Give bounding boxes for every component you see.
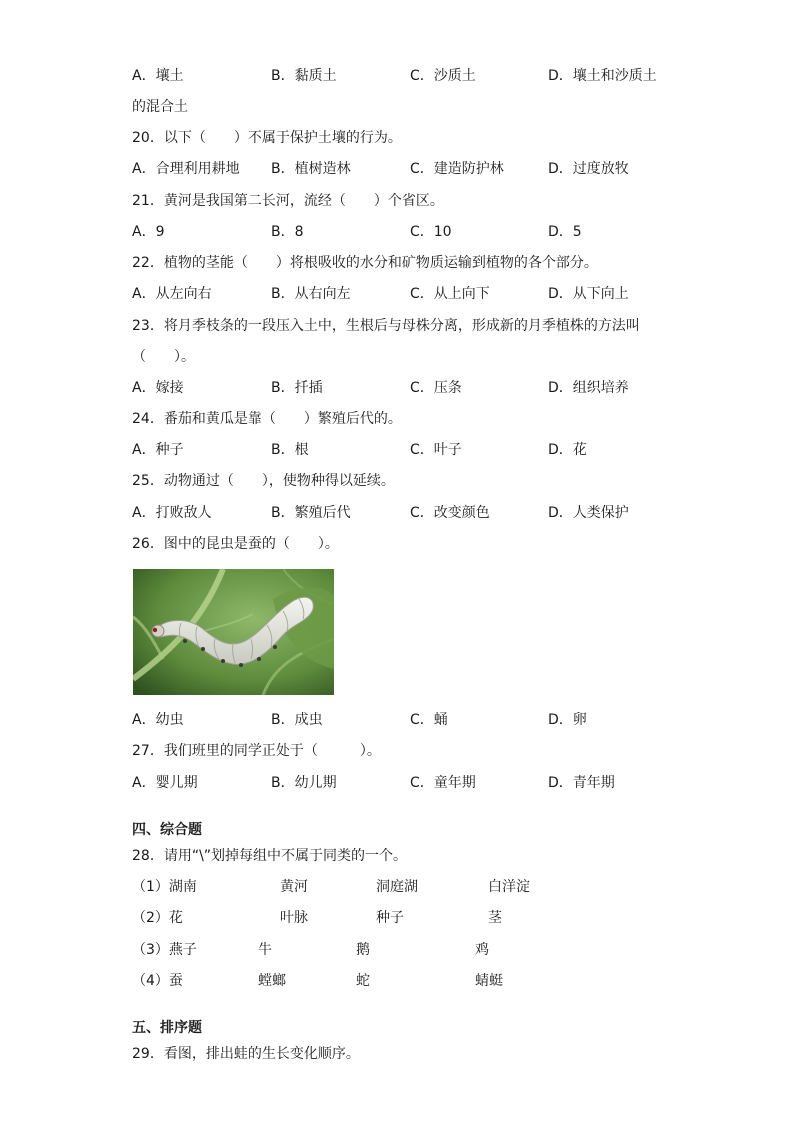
- q19-option-d: D．壤土和沙质土: [548, 68, 657, 84]
- question-27: 27．我们班里的同学正处于（ ）。: [132, 743, 381, 759]
- group-2-item-2: 叶脉: [280, 910, 308, 926]
- q26-option-c: C．蛹: [410, 712, 448, 728]
- group-4-item-1: （4）蚕: [132, 973, 183, 989]
- q19-option-c: C．沙质土: [410, 68, 476, 84]
- q20-option-d: D．过度放牧: [548, 161, 629, 177]
- question-23: 23．将月季枝条的一段压入土中，生根后与母株分离，形成新的月季植株的方法叫: [132, 318, 640, 334]
- silkworm-photo: [133, 569, 334, 695]
- q21-option-c: C．10: [410, 224, 452, 240]
- question-29: 29．看图，排出蛙的生长变化顺序。: [132, 1046, 360, 1062]
- q25-option-d: D．人类保护: [548, 505, 629, 521]
- group-4-item-4: 蜻蜓: [475, 973, 503, 989]
- q27-option-c: C．童年期: [410, 775, 476, 791]
- q19-option-a: A．壤土: [132, 68, 184, 84]
- q24-option-d: D．花: [548, 442, 587, 458]
- q21-option-a: A．9: [132, 224, 165, 240]
- q24-option-c: C．叶子: [410, 442, 462, 458]
- q21-option-b: B．8: [271, 224, 304, 240]
- section-4-heading: 四、综合题: [132, 822, 202, 838]
- q27-option-a: A．婴儿期: [132, 775, 198, 791]
- group-1-item-4: 白洋淀: [488, 879, 530, 895]
- q26-option-d: D．卵: [548, 712, 587, 728]
- question-23-continued: （ ）。: [132, 349, 195, 365]
- group-2-item-4: 茎: [488, 910, 502, 926]
- group-2-item-1: （2）花: [132, 910, 183, 926]
- q22-option-d: D．从下向上: [548, 286, 629, 302]
- question-25: 25．动物通过（ ），使物种得以延续。: [132, 473, 395, 489]
- q26-option-b: B．成虫: [271, 712, 323, 728]
- group-3-item-1: （3）燕子: [132, 942, 197, 958]
- question-22: 22．植物的茎能（ ）将根吸收的水分和矿物质运输到植物的各个部分。: [132, 255, 598, 271]
- group-4-item-2: 螳螂: [258, 973, 286, 989]
- q23-option-b: B．扦插: [271, 380, 323, 396]
- q22-option-b: B．从右向左: [271, 286, 351, 302]
- group-1-item-2: 黄河: [280, 879, 308, 895]
- group-3-item-2: 牛: [258, 942, 272, 958]
- q24-option-b: B．根: [271, 442, 309, 458]
- group-2-item-3: 种子: [376, 910, 404, 926]
- group-4-item-3: 蛇: [356, 973, 370, 989]
- q20-option-b: B．植树造林: [271, 161, 351, 177]
- q23-option-d: D．组织培养: [548, 380, 629, 396]
- q22-option-a: A．从左向右: [132, 286, 212, 302]
- q23-option-c: C．压条: [410, 380, 462, 396]
- group-3-item-3: 鹅: [356, 942, 370, 958]
- q23-option-a: A．嫁接: [132, 380, 184, 396]
- silkworm-illustration: [133, 569, 334, 695]
- group-1-item-1: （1）湖南: [132, 879, 197, 895]
- q24-option-a: A．种子: [132, 442, 184, 458]
- q21-option-d: D．5: [548, 224, 582, 240]
- q20-option-a: A．合理利用耕地: [132, 161, 240, 177]
- q25-option-a: A．打败敌人: [132, 505, 212, 521]
- q19-option-d-continued: 的混合土: [132, 99, 188, 115]
- q25-option-b: B．繁殖后代: [271, 505, 351, 521]
- question-24: 24．番茄和黄瓜是靠（ ）繁殖后代的。: [132, 411, 402, 427]
- question-20: 20．以下（ ）不属于保护土壤的行为。: [132, 130, 402, 146]
- question-28: 28．请用“\”划掉每组中不属于同类的一个。: [132, 848, 408, 864]
- group-3-item-4: 鸡: [475, 942, 489, 958]
- question-21: 21．黄河是我国第二长河，流经（ ）个省区。: [132, 193, 444, 209]
- q22-option-c: C．从上向下: [410, 286, 490, 302]
- q27-option-b: B．幼儿期: [271, 775, 337, 791]
- q19-option-b: B．黏质土: [271, 68, 337, 84]
- question-26: 26．图中的昆虫是蚕的（ ）。: [132, 536, 339, 552]
- q25-option-c: C．改变颜色: [410, 505, 490, 521]
- group-1-item-3: 洞庭湖: [376, 879, 418, 895]
- q20-option-c: C．建造防护林: [410, 161, 504, 177]
- section-5-heading: 五、排序题: [132, 1020, 202, 1036]
- q27-option-d: D．青年期: [548, 775, 615, 791]
- q26-option-a: A．幼虫: [132, 712, 184, 728]
